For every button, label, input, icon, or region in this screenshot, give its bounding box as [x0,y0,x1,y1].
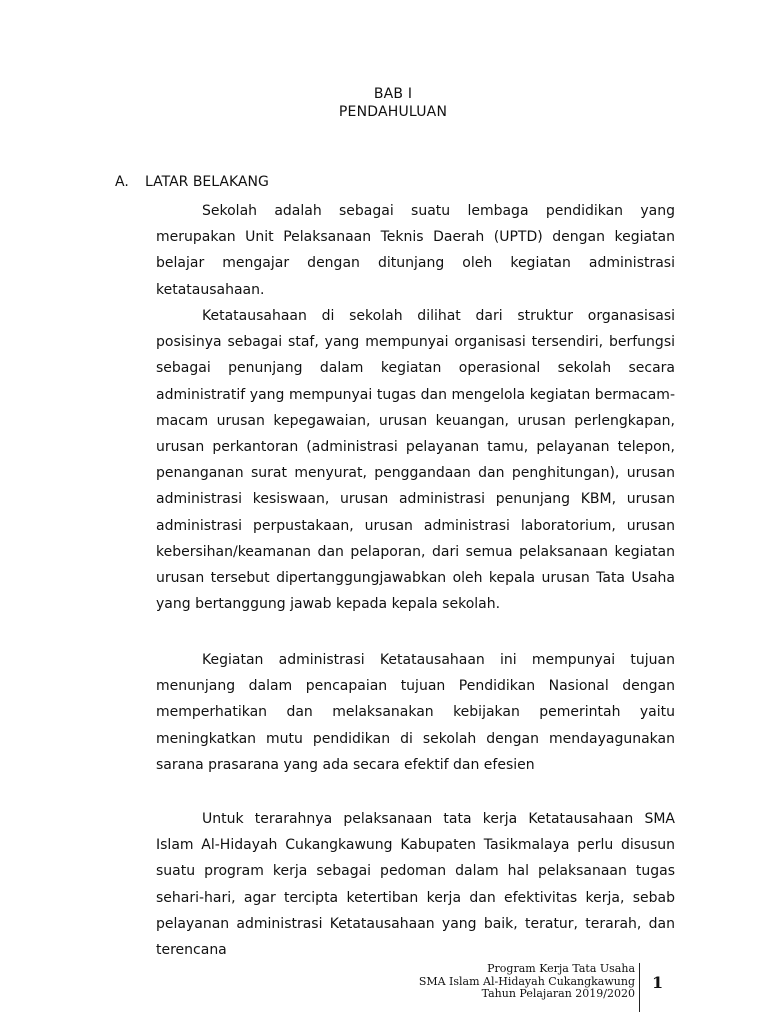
footer-document-title: Program Kerja Tata Usaha [487,962,635,975]
footer-academic-year: Tahun Pelajaran 2019/2020 [481,987,635,1000]
chapter-title: PENDAHULUAN [338,104,448,120]
chapter-label: BAB I [373,86,413,102]
section-heading [115,174,269,190]
paragraph-text: Sekolah adalah sebagai suatu lembaga pendidikan yang merupakan Unit Pelaksanaan Teknis Daerah (UPTD) dengan kegiatan belajar mengajar dengan ditunjang oleh kegiatan administrasi ketatausahaan. [156,203,675,298]
paragraph-text: Untuk terarahnya pelaksanaan tata kerja Ketatausahaan SMA Islam Al-Hidayah Cukangkawung Kabupaten Tasikmalaya perlu disusun suatu program kerja sebagai pedoman dalam hal pelaksanaan tugas sehari-hari, agar tercipta ketertiban kerja dan efektivitas kerja, sebab pelayanan administrasi Ketatausahaan yang baik, teratur, terarah, dan terencana [156,811,675,959]
paragraph [156,303,675,617]
page-number: 1 [652,973,664,992]
page-footer [419,963,635,1001]
paragraph [156,806,675,963]
section-title: LATAR BELAKANG [145,174,269,190]
footer-school-name: SMA Islam Al-Hidayah Cukangkawung [418,974,635,988]
paragraph [156,647,675,778]
section-letter: A. [115,174,129,190]
paragraph [156,198,675,303]
footer-divider [639,963,640,1012]
paragraph-text: Ketatausahaan di sekolah dilihat dari struktur organasisasi posisinya sebagai staf, yang mempunyai organisasi tersendiri, berfungsi sebagai penunjang dalam kegiatan operasional sekolah secara administratif yang mempunyai tugas dan mengelola kegiatan bermacam-macam urusan kepegawaian, urusan keuangan, urusan perlengkapan, urusan perkantoran (administrasi pelayanan tamu, pelayanan telepon, penanganan surat menyurat, penggandaan dan penghitungan), urusan administrasi kesiswaan, urusan administrasi penunjang KBM, urusan administrasi perpustakaan, urusan administrasi laboratorium, urusan kebersihan/keamanan dan pelaporan, dari semua pelaksanaan kegiatan urusan tersebut dipertanggungjawabkan oleh kepala urusan Tata Usaha yang bertanggung jawab kepada kepala sekolah. [156,308,675,613]
paragraph-text: Kegiatan administrasi Ketatausahaan ini mempunyai tujuan menunjang dalam pencapaian tujuan Pendidikan Nasional dengan memperhatikan dan melaksanakan kebijakan pemerintah yaitu meningkatkan mutu pendidikan di sekolah dengan mendayagunakan sarana prasarana yang ada secara efektif dan efesien [156,652,675,773]
